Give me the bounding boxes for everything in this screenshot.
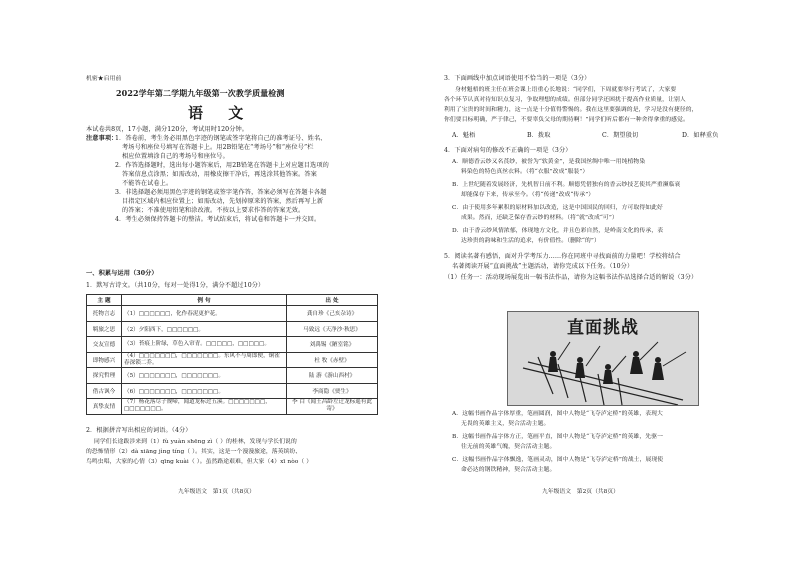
- question-4-line: D．由于香云纱风情浓郁，体现地方文化，并且色彩自然，是岭南文化的传承，表: [452, 228, 664, 234]
- subject-title: 语 文: [188, 104, 254, 122]
- question-3-line: 利用了宝贵的时间和精力，这一点是十分值得警惕的。我在这里要强调的是，学习是没有捷径的，: [444, 107, 698, 113]
- source-cell: 李 白《闻王昌龄左迁龙标遥有此寄》: [287, 399, 378, 415]
- notice-line: 考场号和座位号填写在答题卡上。用2B铅笔在“考场号”和“座位号”栏: [122, 144, 314, 151]
- option-b: B．拨取: [527, 132, 551, 139]
- theme-cell: 羁旅之思: [87, 321, 122, 337]
- question-2: 2．根据拼音写出相应的词语。（4分）: [86, 427, 192, 434]
- exam-title: 2022学年第二学期九年级第一次教学质量检测: [116, 88, 285, 98]
- artwork-option-line: C．这幅书画作品字体飘逸，笔画灵动，图中人物是“飞夺泸定桥”的战士，展现使: [452, 457, 664, 463]
- question-5-line: 名著阅读开展“直面挑战”主题活动，请你完成以下任务。（10分）: [452, 263, 634, 270]
- question-4-line: B．上世纪随着发展经济，先机智日前不利。顺德凭借独有的香云纱技艺使其严重濒临衰: [452, 182, 681, 188]
- notice-line: 2．作答选择题时，选出每小题答案后，用2B铅笔在答题卡上对应题目选项的: [115, 162, 329, 169]
- question-4-line: 达珍贵的韵味和生活的追求，有价值性。（删除“的”）: [461, 238, 600, 244]
- question-4-line: C．由于使用多年累积的原材料加以改造，这是中国国民的回归，方可取得如此好: [452, 205, 663, 211]
- question-1: 1．默写古诗文。（共10分，每对一处得1分，满分不超过10分）: [86, 282, 265, 289]
- table-row: [87, 399, 378, 415]
- table-row: [87, 383, 378, 399]
- question-3-line: 你们要目标明确，严于律己，不要辜负父母的期待啊！”同学们听后都有一种舍得拿重的感觉。: [444, 117, 689, 123]
- source-cell: 刘禹锡《陋室铭》: [287, 337, 378, 353]
- theme-cell: 探究哲理: [87, 368, 122, 384]
- artwork-option-line: 往无前的英雄气魄，契合活动主题。: [461, 444, 556, 450]
- page-footer: 九年级语文 第1页（共8页）: [178, 489, 255, 495]
- notice-line: 相应位置填涂自己的考场号和座位号。: [122, 153, 229, 160]
- notice-line: 4．考生必须保持答题卡的整洁。考试结束后，将试卷和答题卡一并交回。: [115, 216, 321, 223]
- example-cell: （3）苔痕上阶绿，草色入帘青。□□□□□，□□□□□。: [122, 337, 287, 353]
- calligraphy-artwork: [507, 311, 699, 406]
- notice-line: 不能答在试卷上。: [122, 180, 173, 187]
- question-2-line: 鸟鸣虫唱，大家的心情（3）qīng kuài（ ）。虽然路途艰难，但大家（4）xī nòo（ ）: [86, 459, 313, 465]
- example-cell: （1）□□□□□□，化作春泥更护花。: [122, 306, 287, 322]
- confidential-label: 机密★启用前: [86, 76, 122, 82]
- artwork-option-line: A．这幅书画作品字体厚重，笔画圆润，图中人物是“飞夺泸定桥”的英雄，表现大: [452, 411, 663, 417]
- option-d: D．如释重负: [682, 132, 719, 139]
- theme-cell: 即物感兴: [87, 352, 122, 368]
- theme-cell: 托物言志: [87, 306, 122, 322]
- example-cell: （6）□□□□□□□，□□□□□□□。: [122, 383, 287, 399]
- question-3-line: 各个环节认真对待知识点复习，争取理想的成绩。但部分同学还困扰于提高作业质量，让别人: [444, 97, 686, 103]
- page-footer: 九年级语文 第2页（共8页）: [542, 489, 619, 495]
- option-a: A．魁梧: [452, 132, 476, 139]
- bridge-scene-icon: [508, 312, 698, 405]
- source-cell: 杜 牧《赤壁》: [287, 352, 378, 368]
- notice-line: 1．答卷前，考生务必用黑色字迹的钢笔或签字笔将自己的准考证号、姓名、: [115, 135, 327, 142]
- question-5: 5．阅读名著有感悟，面对升学考压力……你在同班中寻找面前的力量吧！学校将结合: [444, 253, 681, 260]
- question-4-line: 料染色的特色真丝衣料。（将“衣服”改成“服装”）: [461, 169, 589, 175]
- option-c: C．期望殷切: [602, 132, 639, 139]
- notice-line: 目指定区域内相应位置上；如需改动，先划掉原来的答案，然后再写上新: [122, 198, 324, 205]
- section-heading: 一、积累与运用（30分）: [86, 270, 158, 277]
- table-row: [87, 306, 378, 322]
- theme-cell: 真挚友情: [87, 399, 122, 415]
- poem-table: [86, 294, 378, 415]
- table-row: [87, 337, 378, 353]
- question-2-line: 的恐怖情形（2）dà xiāng jìng tíng（ ）。其实，这是一个漫漫旅途，落英缤纷、: [86, 449, 302, 455]
- notice-line: 3．非选择题必须用黑色字迹的钢笔或签字笔作答，答案必须写在答题卡各题: [115, 189, 327, 196]
- notice-label: 注意事项：: [86, 135, 118, 142]
- example-cell: （2）夕阳西下，□□□□□□。: [122, 321, 287, 337]
- example-cell: （4）□□□□□□□，□□□□□□□。东风不与周郎便，铜雀春深锁二乔。: [122, 352, 287, 368]
- table-row: [87, 321, 378, 337]
- theme-cell: 借古讽今: [87, 383, 122, 399]
- artwork-title: 直面挑战: [567, 318, 639, 338]
- source-cell: 龚自珍《己亥杂诗》: [287, 306, 378, 322]
- example-cell: （7）杨花落尽子规啼，闻道龙标过五溪。□□□□□□□，□□□□□□□。: [122, 399, 287, 415]
- theme-cell: 交友宣德: [87, 337, 122, 353]
- source-cell: 李商隐《贾生》: [287, 383, 378, 399]
- page-2: [397, 0, 794, 562]
- artwork-option-line: 无畏的英雄主义，契合活动主题。: [461, 421, 550, 427]
- artwork-option-line: 命必达的钢铁精神，契合活动主题。: [461, 467, 556, 473]
- question-4-line: A．顺德香云纱又名莨纱，被誉为“软黄金”，是我国丝绸中唯一用纯植物染: [452, 159, 646, 165]
- question-4: 4．下面对病句的修改不正确的一项是（3分）: [444, 147, 572, 154]
- source-cell: 马致远《天净沙·秋思》: [287, 321, 378, 337]
- table-row: [87, 352, 378, 368]
- table-row: [87, 368, 378, 384]
- table-header-cell: 例 句: [122, 295, 287, 306]
- exam-info: 本试卷共8页，17小题，满分120分，考试用时120分钟。: [86, 126, 249, 133]
- example-cell: （5）□□□□□□□，□□□□□□□。: [122, 368, 287, 384]
- question-4-line: 成果。然而，还缺乏保存香云纱的材料。（将“就”改成“可”）: [461, 215, 618, 221]
- notice-line: 的答案；不准使用铅笔和涂改液。不按以上要求作答的答案无效。: [122, 207, 305, 214]
- question-2-line: 同学们长途跋涉来到（1）fù yuàn shēng zì（ ）的桂林，发现与学长们说的: [94, 439, 297, 445]
- source-cell: 陆 游《游山西村》: [287, 368, 378, 384]
- question-4-line: 却能保存下来，传承至今。（将“传递”改成“传承”）: [461, 192, 595, 198]
- question-5-sub1: （1）任务一：活动现场展览出一幅书法作品，请你为这幅书法作品选择合适的解说（3分）: [444, 274, 698, 281]
- artwork-option-line: B．这幅书画作品字体方正，笔画平直，图中人物是“飞夺泸定桥”的英雄，先驱一: [452, 434, 663, 440]
- table-header-cell: 主 题: [87, 295, 122, 306]
- table-header-cell: 出 处: [287, 295, 378, 306]
- notice-line: 答案信息点涂黑；如需改动，用橡皮擦干净后，再选涂其他答案。答案: [122, 171, 317, 178]
- question-3: 3．下面画线中加点词语使用不恰当的一项是（3分）: [444, 75, 591, 82]
- question-3-line: 身材魁梧的班主任在班会课上语重心长地说：“同学们，下周就要举行考试了，大家要: [455, 87, 677, 93]
